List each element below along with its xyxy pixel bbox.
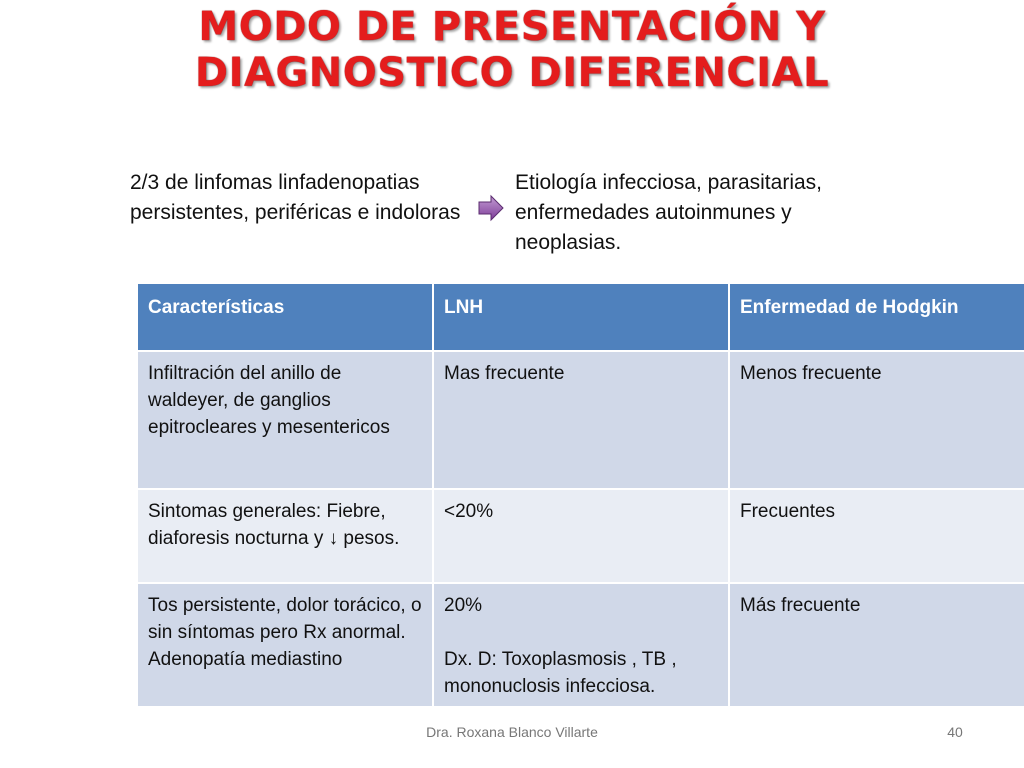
slide-title [0,4,1024,96]
table-cell: Más frecuente [729,583,1024,707]
table-cell: Menos frecuente [729,351,1024,489]
table-row [137,351,1024,489]
cell-differential-dx: Dx. D: Toxoplasmosis , TB , mononuclosis infecciosa. [444,649,677,697]
table-cell: Infiltración del anillo de waldeyer, de ganglios epitrocleares y mesentericos [137,351,433,489]
slide-title-line-2: DIAGNOSTICO DIFERENCIAL [194,50,830,96]
intro-left-text: 2/3 de linfomas linfadenopatias persistentes, periféricas e indoloras [130,171,461,224]
table-cell: Sintomas generales: Fiebre, diaforesis nocturna y ↓ pesos. [137,489,433,583]
page-number: 40 [947,724,963,740]
header-caracteristicas: Características [137,283,433,351]
table-cell [433,583,729,707]
table-cell: Mas frecuente [433,351,729,489]
header-lnh: LNH [433,283,729,351]
table-cell: <20% [433,489,729,583]
intro-right-text: Etiología infecciosa, parasitarias, enfermedades autoinmunes y neoplasias. [515,171,822,254]
table-cell: Frecuentes [729,489,1024,583]
table-row [137,489,1024,583]
arrow-right-icon [477,194,505,222]
slide-title-line-1: MODO DE PRESENTACIÓN Y [198,4,826,50]
table-cell: Tos persistente, dolor torácico, o sin síntomas pero Rx anormal. Adenopatía mediastino [137,583,433,707]
footer-author: Dra. Roxana Blanco Villarte [426,724,598,740]
cell-percentage: 20% [444,595,483,616]
comparison-table [136,282,1024,708]
header-hodgkin: Enfermedad de Hodgkin [729,283,1024,351]
table-header-row [137,283,1024,351]
table-row [137,583,1024,707]
